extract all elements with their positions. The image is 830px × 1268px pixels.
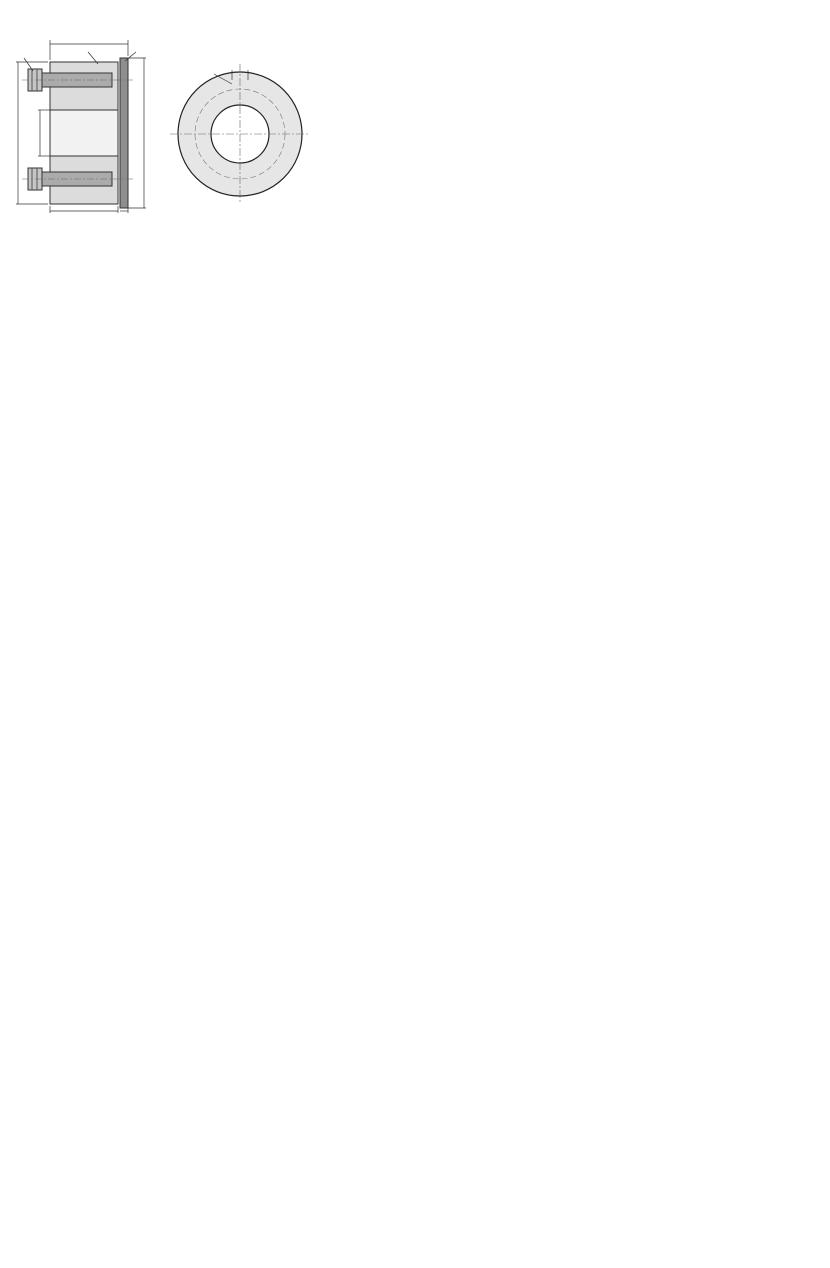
technical-drawings [8,18,318,213]
brand-color-bar [10,215,820,225]
section-and-front-view-drawing [8,18,318,213]
